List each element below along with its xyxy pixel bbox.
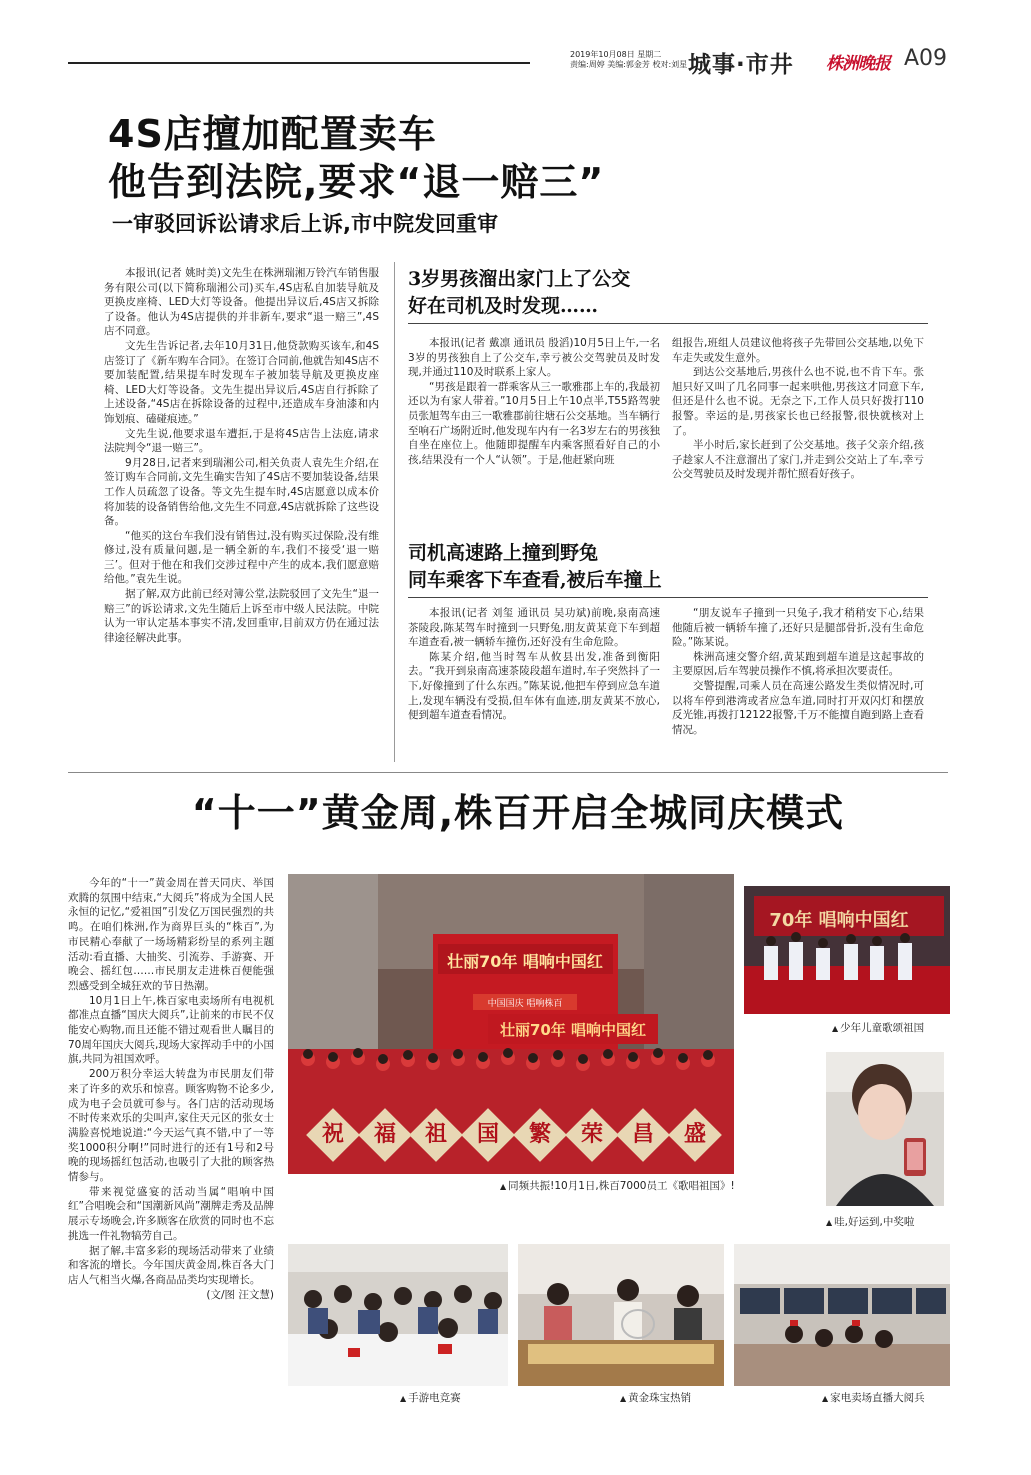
placard-char: 荣 — [580, 1121, 603, 1147]
story3-headline-line1: 司机高速路上撞到野兔 — [408, 542, 599, 564]
caption-triangle-icon: ▲ — [500, 1182, 507, 1191]
placard — [461, 1108, 515, 1162]
story3-paragraph: 交警提醒,司乘人员在高速公路发生类似情况时,可以将车停到港湾或者应急车道,同时打开双闪灯和摆放反光锥,再拨打12122报警,千万不能擅自跑到路上查看情况。 — [672, 679, 924, 736]
caption-triangle-icon: ▲ — [822, 1394, 829, 1403]
photo-kids-art — [744, 886, 950, 1014]
header-meta — [570, 50, 690, 70]
story2-headline-line1: 3岁男孩溜出家门上了公交 — [408, 268, 631, 290]
caption-winner — [826, 1214, 914, 1229]
story1-headline — [108, 110, 604, 206]
photo-kids — [744, 886, 950, 1014]
story4-paragraph: 200万积分幸运大转盘为市民朋友们带来了许多的欢乐和惊喜。顾客购物不论多少,成为电子会员就可参与。各门店的活动现场不时传来欢乐的尖叫声,家住天元区的张女士满脸喜悦地说道:“今天运气真不错,中了一等奖1000积分啊!”同时进行的还有1号和2号晚的现场摇红包活动,也吸引了大批的顾客热情参与。 — [68, 1068, 274, 1184]
stage-banner-text-2: 壮丽70年 唱响中国红 — [499, 1021, 647, 1039]
placard — [668, 1108, 722, 1162]
placard — [306, 1108, 360, 1162]
placard-char: 昌 — [632, 1121, 655, 1147]
story3-paragraph: “朋友说车子撞到一只兔子,我才稍稍安下心,结果他随后被一辆轿车撞了,还好只是腿部骨折,没有生命危险。”陈某说。 — [672, 607, 924, 649]
story2-paragraph: 组报告,班组人员建议他将孩子先带回公交基地,以免下车走失或发生意外。 — [672, 337, 924, 364]
story2-paragraph: “男孩是跟着一群乘客从三一歌雅郡上车的,我最初还以为有家人带着。”10月5日上午10点半,T55路驾驶员张旭驾车由三一歌雅郡前往塘石公交基地。当车辆行至响石广场附近时,他发现车内有一名3岁左右的男孩独自坐在座位上。他随即提醒车内乘客照看好自己的小孩,结果没有一个人“认领”。于是,他赶紧向班 — [408, 380, 660, 466]
page-number: A09 — [904, 46, 948, 71]
placard-char: 祖 — [425, 1121, 448, 1147]
placard-char: 繁 — [528, 1121, 551, 1147]
header-editors: 责编:周婷 美编:郭金芳 校对:刘星 — [570, 60, 688, 69]
story4-paragraph: 据了解,丰富多彩的现场活动带来了业绩和客流的增长。今年国庆黄金周,株百各大门店人气相当火爆,各商品品类均实现增长。 — [68, 1244, 274, 1286]
story2-paragraph: 到达公交基地后,男孩什么也不说,也不肯下车。张旭只好又叫了几名同事一起来哄他,男孩这才同意下车,但还是什么也不说。无奈之下,工作人员只好拨打110报警。幸运的是,男孩家长也已经报警,很快就核对上了。 — [672, 366, 924, 437]
section-rule — [68, 772, 948, 773]
story4-paragraph: 今年的“十一”黄金周在普天同庆、举国欢腾的氛围中结束,“大阅兵”将成为全国人民永恒的记忆,“爱祖国”引发亿万国民强烈的共鸣。在咱们株洲,作为商界巨头的“株百”,为市民精心奉献了一场场精彩纷呈的系列主题活动:看直播、大抽奖、引流券、手游赛、开晚会、摇红包……市民朋友走进株百便能强烈感受到全城狂欢的节日热潮。 — [68, 877, 274, 992]
placard — [565, 1108, 619, 1162]
story3-paragraph: 本报讯(记者 刘玺 通讯员 吴功斌)前晚,泉南高速茶陵段,陈某驾车时撞到一只野兔,朋友黄某竟下车到超车道查看,被一辆轿车撞伤,还好没有生命危险。 — [408, 607, 660, 649]
header-rule — [68, 62, 530, 64]
story4-paragraph: 带来视觉盛宴的活动当属“唱响中国红”合唱晚会和“国潮新风尚”潮牌走秀及品牌展示专场晚会,许多顾客在欣赏的同时也不忘挑选一件礼物犒劳自己。 — [68, 1185, 274, 1242]
story2-headline-line2: 好在司机及时发现…… — [408, 295, 599, 317]
caption-text: 同频共振!10月1日,株百7000员工《歌唱祖国》! — [508, 1180, 735, 1192]
story1-headline-line2: 他告到法院,要求“退一赔三” — [108, 160, 605, 204]
photo-tv — [734, 1244, 950, 1386]
placard — [410, 1108, 464, 1162]
caption-text: 黄金珠宝热销 — [628, 1392, 692, 1404]
placard-char: 福 — [373, 1121, 396, 1147]
caption-triangle-icon: ▲ — [826, 1218, 833, 1227]
story2-headline — [408, 266, 630, 320]
caption-triangle-icon: ▲ — [400, 1394, 407, 1403]
placard-char: 盛 — [683, 1121, 706, 1147]
story4-body — [68, 876, 274, 1302]
photo-gold — [518, 1244, 724, 1386]
story3-rule — [408, 597, 928, 598]
photo-gold-art — [518, 1244, 724, 1386]
caption-kids — [832, 1020, 924, 1035]
section-title: 城事·市井 — [688, 52, 794, 78]
photo-tv-art — [734, 1244, 950, 1386]
stage-small-text: 中国国庆 唱响株百 — [487, 999, 563, 1009]
caption-text: 家电卖场直播大阅兵 — [830, 1392, 925, 1404]
placard-char: 祝 — [321, 1121, 345, 1147]
newspaper-logo: 株洲晚报 — [826, 54, 890, 74]
caption-tv — [822, 1390, 925, 1405]
photo-winner-art — [826, 1052, 944, 1206]
story3-paragraph: 株洲高速交警介绍,黄某跑到超车道是这起事故的主要原因,后车驾驶员操作不慎,将承担次要责任。 — [672, 650, 924, 678]
story1-body — [104, 266, 379, 645]
caption-gold — [620, 1390, 691, 1405]
story1-subheadline: 一审驳回诉讼请求后上诉,市中院发回重审 — [112, 212, 498, 236]
story1-paragraph: 文先生说,他要求退车遭拒,于是将4S店告上法庭,请求法院判令“退一赔三”。 — [104, 427, 379, 455]
photo-winner — [826, 1052, 944, 1206]
story1-headline-line1: 4S店擅加配置卖车 — [108, 112, 437, 156]
story3-headline-line2: 同车乘客下车查看,被后车撞上 — [408, 569, 662, 591]
caption-triangle-icon: ▲ — [620, 1394, 627, 1403]
photo-game-art — [288, 1244, 508, 1386]
story1-paragraph: 本报讯(记者 姚时美)文先生在株洲瑞湘万铃汽车销售服务有限公司(以下简称瑞湘公司)买车,4S店私自加装导航及更换皮座椅、LED大灯等设备。他提出异议后,4S店又拆除了设备。他认为4S店提供的并非新车,要求“退一赔三”,4S店不同意。 — [104, 267, 379, 338]
placard — [358, 1108, 412, 1162]
caption-text: 手游电竞赛 — [408, 1392, 461, 1404]
photo-choir — [288, 874, 734, 1174]
header-date: 2019年10月08日 星期二 — [570, 50, 662, 59]
caption-text: 少年儿童歌颂祖国 — [840, 1022, 925, 1034]
placard-char: 国 — [477, 1121, 500, 1147]
caption-triangle-icon: ▲ — [832, 1024, 839, 1033]
story2-paragraph: 半小时后,家长赶到了公交基地。孩子父亲介绍,孩子趁家人不注意溜出了家门,并走到公交站上了车,幸亏公交驾驶员及时发现并帮忙照看好孩子。 — [672, 439, 924, 481]
story2-col2 — [672, 336, 924, 482]
story1-paragraph: 9月28日,记者来到瑞湘公司,相关负责人袁先生介绍,在签订购车合同前,文先生确实告知了4S店不要加装设备,结果工作人员疏忽了设备。等文先生提车时,4S店愿意以成本价将加装的设备销售给他,文先生不同意,4S店就拆除了这些设备。 — [104, 456, 379, 528]
story2-paragraph: 本报讯(记者 戴凛 通讯员 殷滔)10月5日上午,一名3岁的男孩独自上了公交车,幸亏被公交驾驶员及时发现,并通过110及时联系上家人。 — [408, 337, 660, 379]
photo-game — [288, 1244, 508, 1386]
placard — [616, 1108, 670, 1162]
story1-paragraph: 文先生告诉记者,去年10月31日,他贷款购买该车,和4S店签订了《新车购车合同》。在签订合同前,他就告知4S店不要加装配置,结果提车时发现车子被加装导航及更换皮座椅、LED大灯等设备。文先生提出异议后,4S店自行拆除了上述设备,“4S店在拆除设备的过程中,还造成车身油漆和内饰划痕、磕碰痕迹。” — [104, 339, 379, 425]
story2-col1 — [408, 336, 660, 467]
caption-choir — [500, 1178, 735, 1193]
placard-row — [314, 1116, 714, 1156]
story1-paragraph: 据了解,双方此前已经对簿公堂,法院驳回了文先生“退一赔三”的诉讼请求,文先生随后上诉至市中级人民法院。中院认为一审认定基本事实不清,发回重审,目前双方仍在通过法律途径解决此事。 — [104, 588, 379, 644]
kids-banner-text: 70年 唱响中国红 — [769, 910, 909, 931]
story2-rule — [408, 323, 928, 324]
caption-text: 哇,好运到,中奖啦 — [834, 1216, 915, 1228]
column-divider — [394, 262, 395, 762]
story4-credit: (文/图 汪文慧) — [206, 1288, 274, 1301]
story3-col1 — [408, 606, 660, 723]
story4-headline: “十一”黄金周,株百开启全城同庆模式 — [191, 791, 845, 835]
story3-paragraph: 陈某介绍,他当时驾车从攸县出发,准备到衡阳去。“我开到泉南高速茶陵段超车道时,车子突然抖了一下,好像撞到了什么东西。”陈某说,他把车停到应急车道上,发现车辆没有受损,但车体有血迹,朋友黄某不放心,便到超车道查看情况。 — [408, 650, 660, 722]
story3-headline — [408, 540, 662, 594]
story3-col2 — [672, 606, 924, 737]
placard — [513, 1108, 567, 1162]
story1-paragraph: “他买的这台车我们没有销售过,没有购买过保险,没有维修过,没有质量问题,是一辆全新的车,我们不接受‘退一赔三’。但对于他在和我们交涉过程中产生的成本,我们愿意赔给他。”袁先生说。 — [104, 529, 379, 586]
story4-paragraph: 10月1日上午,株百家电卖场所有电视机都准点直播“国庆大阅兵”,让前来的市民不仅能安心购物,而且还能不错过观看世人瞩目的70周年国庆大阅兵,现场大家挥动手中的小国旗,共同为祖国欢呼。 — [68, 994, 274, 1066]
stage-banner-text: 壮丽70年 唱响中国红 — [447, 952, 603, 971]
caption-game — [400, 1390, 461, 1405]
